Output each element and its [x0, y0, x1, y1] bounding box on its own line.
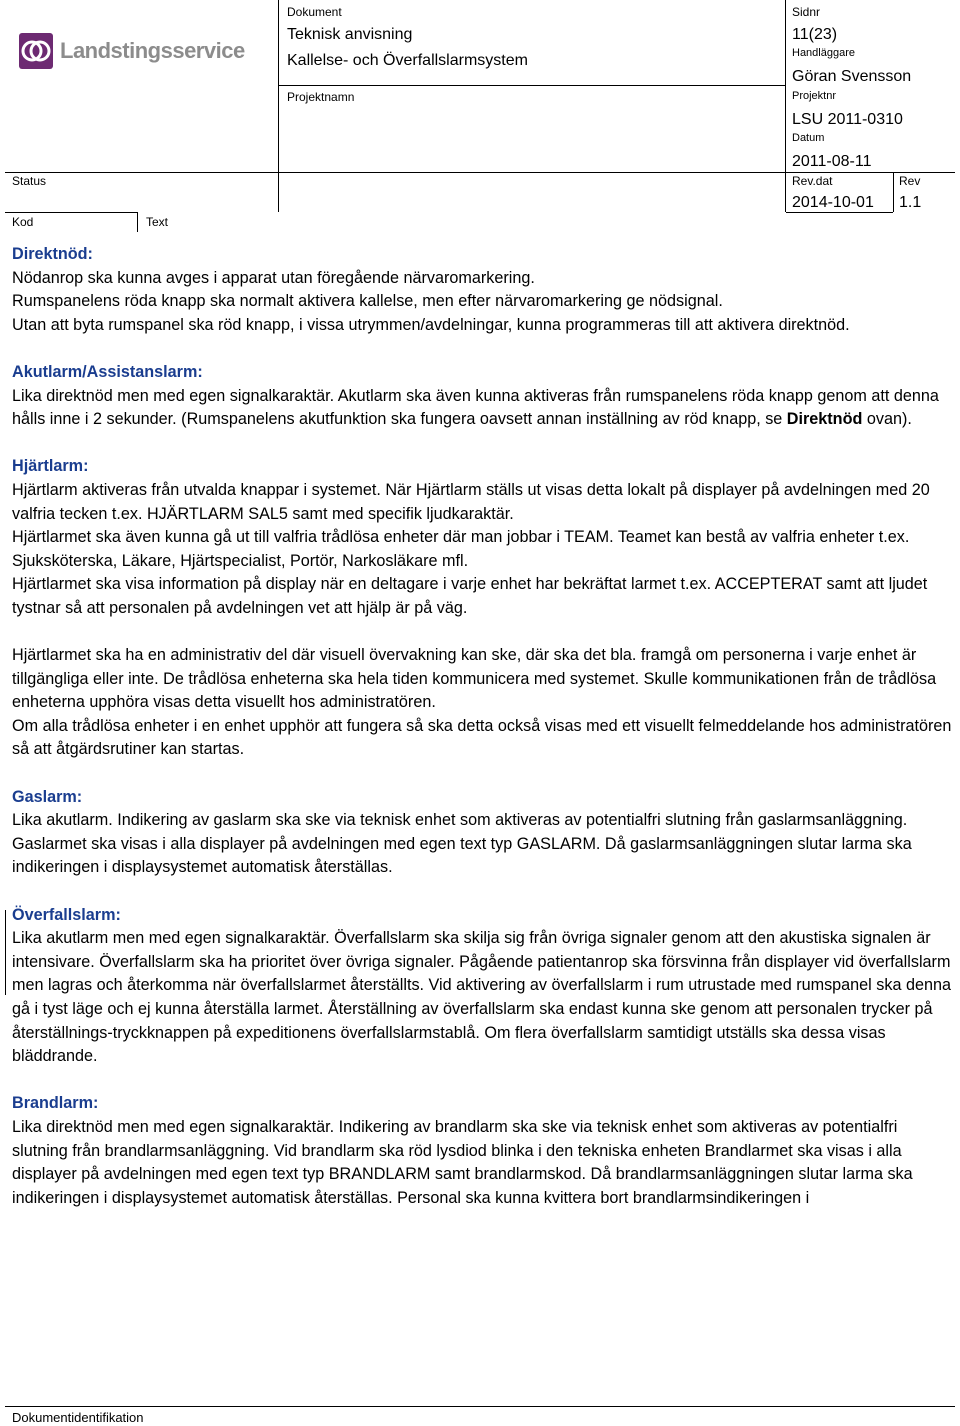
sidnr-label: Sidnr: [792, 5, 821, 19]
projektnr-label: Projektnr: [792, 90, 837, 102]
akutlarm-paragraph-1: [12, 385, 952, 432]
handlaggare-value: Göran Svensson: [792, 68, 912, 85]
overfallslarm-heading: Överfallslarm:: [12, 905, 121, 924]
akutlarm-bold-ref: Direktnöd: [786, 410, 863, 429]
revision-change-bar: [5, 910, 6, 995]
logo: [18, 32, 245, 72]
overfallslarm-paragraph-1: Lika akutlarm men med egen signalkaraktär. Överfallslarm ska skilja sig från övriga signaler genom att den akustiska signalen är intensivare. Överfallslarm ska ha prioritet över övriga signaler. Pågående patientanrop ska försvinna från displayer vid överfallslarm men lagras och återkomma när överfallslarmet återställts. Vid aktivering av överfallslarm i rum utrustade med rumspanel ska denna gå i tyst läge och ej kunna återställa larmet. Återställning av överfallslarm ska endast kunna ske genom att personalen trycker på återställnings-tryckknappen på expeditionens överfallslarmstablå. Om flera överfallslarm samtidigt utställs ska dessa visas bläddrande.: [12, 929, 951, 1066]
gaslarm-heading: Gaslarm:: [12, 787, 83, 806]
text-label: Text: [146, 215, 169, 229]
revdat-label: Rev.dat: [792, 174, 833, 188]
footer-rule: [5, 1406, 955, 1407]
akutlarm-text: Lika direktnöd men med egen signalkaraktär. Akutlarm ska även kunna aktiveras från rumspanelens röda knapp genom att denna hålls inne i 2 sekunder. (Rumspanelens akutfunktion ska fungera oavsett annan inställning av röd knapp, se: [12, 386, 939, 429]
sidnr-value: 11(23): [792, 26, 838, 43]
direktnod-paragraph-3: Utan att byta rumspanel ska röd knapp, i vissa utrymmen/avdelningar, kunna programmeras till att aktivera direktnöd.: [12, 315, 850, 334]
gaslarm-paragraph-1: Lika akutlarm. Indikering av gaslarm ska ske via teknisk enhet som aktiveras av potentialfri slutning från gaslarmsanläggning. Gaslarmet ska visas i alla displayer på avdelningen med egen text typ GASLARM. Då gaslarmsanläggningen slutar larma ska indikeringen i displaysystemet automatisk återställas.: [12, 811, 912, 877]
dokument-line-2: Kallelse- och Överfallslarmsystem: [287, 52, 528, 69]
hjartlarm-paragraph-3: Hjärtlarmet ska visa information på display när en deltagare i varje enhet har bekräftat larmet t.ex. ACCEPTERAT samt att ljudet tystnar så att personalen på avdelningen vet att hjälp är på väg.: [12, 575, 928, 617]
document-body: [12, 243, 952, 1210]
akutlarm-heading: Akutlarm/Assistanslarm:: [12, 362, 203, 381]
hjartlarm-paragraph-1: Hjärtlarm aktiveras från utvalda knappar i systemet. När Hjärtlarm ställs ut visas detta lokalt på displayer på avdelningen med 20 valfria tecken t.ex. HJÄRTLARM SAL5 samt med specifik ljudkaraktär.: [12, 480, 930, 523]
direktnod-paragraph-2: Rumspanelens röda knapp ska normalt aktivera kallelse, men efter närvaromarkering ge nödsignal.: [12, 292, 723, 311]
rev-label: Rev: [899, 174, 921, 188]
projektnamn-label: Projektnamn: [287, 90, 355, 104]
handlaggare-label: Handläggare: [792, 47, 855, 59]
direktnod-paragraph-1: Nödanrop ska kunna avges i apparat utan föregående närvaromarkering.: [12, 268, 535, 287]
brandlarm-heading: Brandlarm:: [12, 1094, 99, 1113]
kod-label: Kod: [12, 215, 34, 229]
hjartlarm-heading: Hjärtlarm:: [12, 457, 89, 476]
direktnod-heading: Direktnöd:: [12, 245, 93, 263]
hjartlarm-paragraph-4: Hjärtlarmet ska ha en administrativ del där visuell övervakning kan ske, där ska det bla. framgå om personerna i varje enhet är tillgängliga eller inte. De trådlösa enheterna ska hela tiden kommunicera med systemet. Skulle kommunikationen från de trådlösa enheterna upphöra visas detta visuellt hos administratören.: [12, 646, 937, 712]
status-label: Status: [12, 174, 47, 188]
hjartlarm-paragraph-2: Hjärtlarmet ska även kunna gå ut till valfria trådlösa enheter där man jobbar i TEAM. Teamet kan bestå av valfria enheter t.ex. Sjuksköterska, Läkare, Hjärtspecialist, Portör, Narkosläkare mfl.: [12, 528, 910, 570]
akutlarm-text-end: ovan).: [862, 410, 912, 429]
hjartlarm-paragraph-5: Om alla trådlösa enheter i en enhet upphör att fungera så ska detta också visas med ett visuellt felmeddelande hos administratören så att åtgärdsrutiner kan startas.: [12, 716, 952, 759]
rev-value: 1.1: [899, 194, 922, 211]
dokument-line-1: Teknisk anvisning: [287, 26, 413, 43]
datum-value: 2011-08-11: [792, 153, 872, 170]
logo-text: Landstingsservice: [60, 38, 245, 63]
landstingsservice-logo-icon: [18, 32, 54, 70]
projektnr-value: LSU 2011-0310: [792, 111, 903, 128]
brandlarm-paragraph-1: Lika direktnöd men med egen signalkaraktär. Indikering av brandlarm ska ske via teknisk enhet som aktiveras av potentialfri slutning från brandlarmsanläggning. Vid brandlarm ska röd lysdiod blinka i den tekniska enheten Brandlarmet ska visas i alla displayer på avdelningen med egen text typ BRANDLARM samt brandlarmskod. Då brandlarmsanläggningen slutar larma ska indikeringen i displaysystemet automatisk återställas. Personal ska kunna kvittera bort brandlarmsindikeringen i: [12, 1117, 913, 1207]
dokument-label: Dokument: [287, 5, 342, 19]
dokumentidentifikation-label: Dokumentidentifikation: [12, 1410, 144, 1425]
datum-label: Datum: [792, 132, 825, 144]
revdat-value: 2014-10-01: [792, 194, 874, 211]
